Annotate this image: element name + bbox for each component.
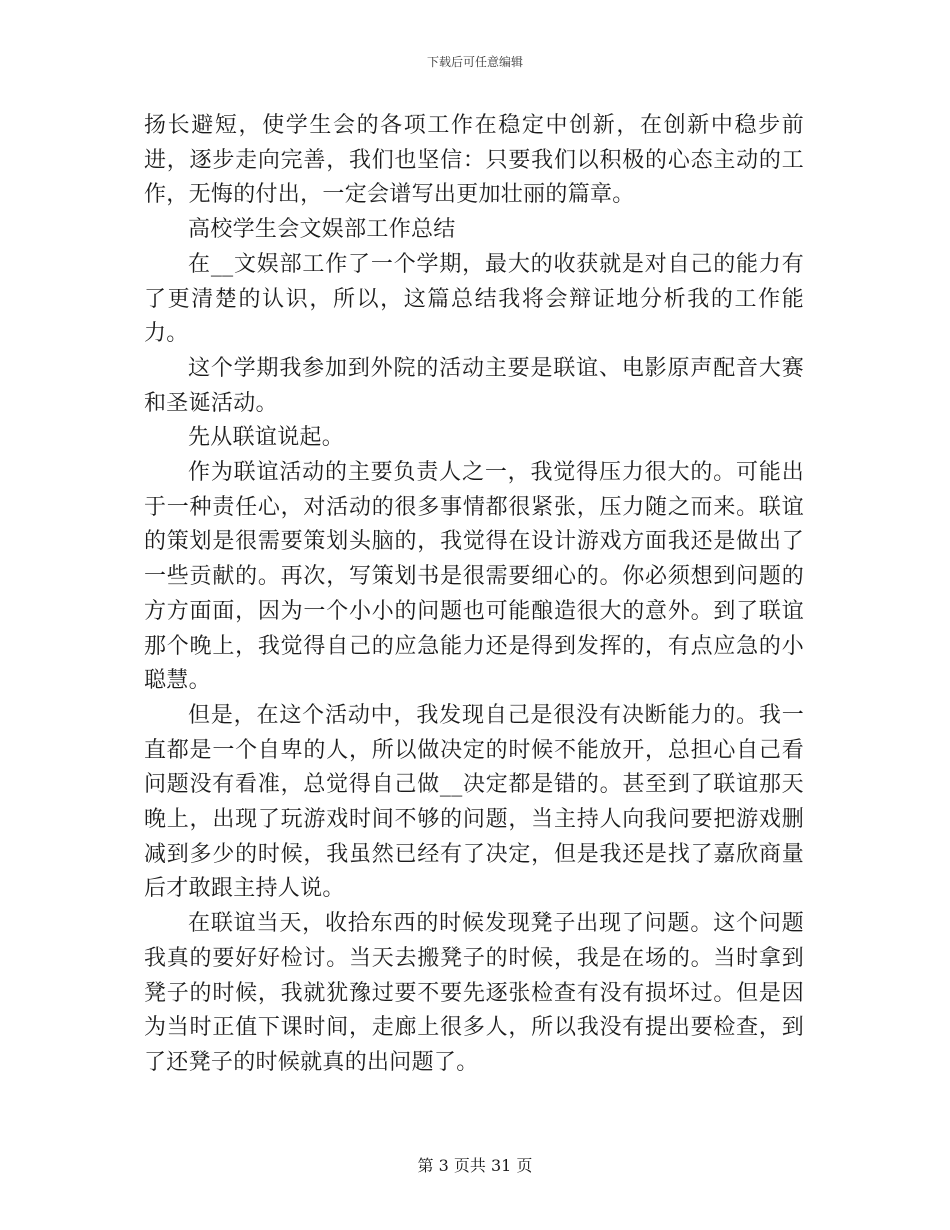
paragraph: 这个学期我参加到外院的活动主要是联谊、电影原声配音大赛和圣诞活动。	[144, 355, 804, 416]
paragraph: 在__文娱部工作了一个学期，最大的收获就是对自己的能力有了更清楚的认识，所以，这篇总结我将会辩证地分析我的工作能力。	[144, 251, 804, 347]
paragraph: 但是，在这个活动中，我发现自己是很没有决断能力的。我一直都是一个自卑的人，所以做决定的时候不能放开，总担心自己看问题没有看准，总觉得自己做__决定都是错的。甚至到了联谊那天晚上，出现了玩游戏时间不够的问题，当主持人向我问要把游戏删减到多少的时候，我虽然已经有了决定，但是我还是找了嘉欣商量后才敢跟主持人说。	[144, 702, 804, 902]
paragraph-continuation: 扬长避短，使学生会的各项工作在稳定中创新，在创新中稳步前进，逐步走向完善，我们也坚信：只要我们以积极的心态主动的工作，无悔的付出，一定会谱写出更加壮丽的篇章。	[144, 113, 804, 208]
document-body	[144, 109, 804, 1081]
page-number: 第 3 页共 31 页	[417, 1156, 533, 1175]
page-header-note: 下载后可任意编辑	[426, 55, 523, 69]
paragraph: 先从联谊说起。	[188, 425, 345, 451]
paragraph: 在联谊当天，收拾东西的时候发现凳子出现了问题。这个问题我真的要好好检讨。当天去搬凳子的时候，我是在场的。当时拿到凳子的时候，我就犹豫过要不要先逐张检查有没有损坏过。但是因为当时正值下课时间，走廊上很多人，所以我没有提出要检查，到了还凳子的时候就真的出问题了。	[144, 911, 804, 1075]
paragraph: 作为联谊活动的主要负责人之一，我觉得压力很大的。可能出于一种责任心，对活动的很多事情都很紧张，压力随之而来。联谊的策划是很需要策划头脑的，我觉得在设计游戏方面我还是做出了一些贡献的。再次，写策划书是很需要细心的。你必须想到问题的方方面面，因为一个小小的问题也可能酿造很大的意外。到了联谊那个晚上，我觉得自己的应急能力还是得到发挥的，有点应急的小聪慧。	[144, 460, 804, 694]
section-heading: 高校学生会文娱部工作总结	[188, 217, 456, 243]
